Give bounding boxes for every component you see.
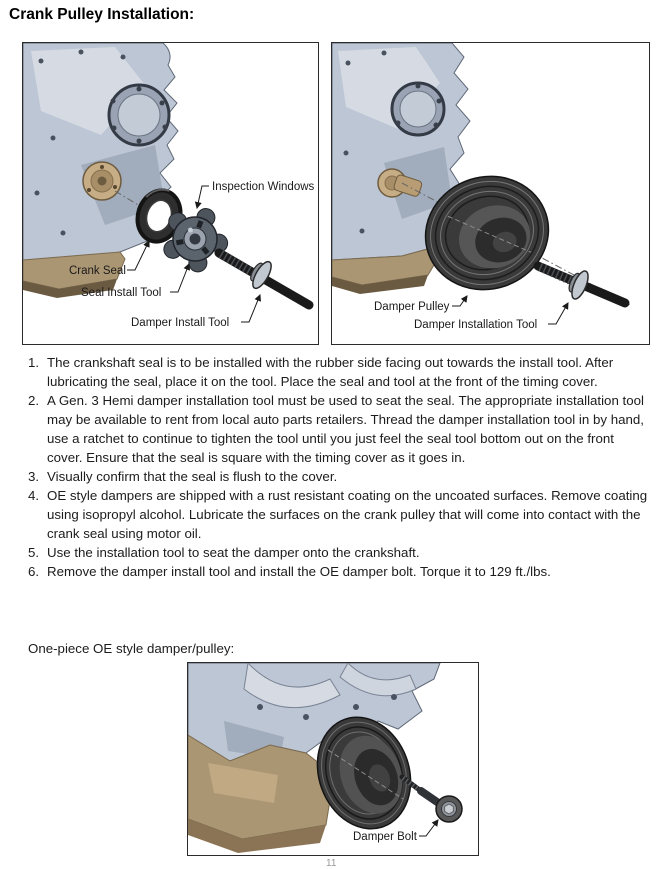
step-text: OE style dampers are shipped with a rust resistant coating on the uncoated surfaces. Remove coating using isopropyl alcohol. Lubricate the surfaces on the crank pulley that will come into contact with the crank seal using motor oil. — [47, 488, 648, 541]
step-number: 3. — [28, 469, 40, 484]
label-inspection-windows: Inspection Windows — [212, 181, 315, 193]
installation-steps-list — [28, 353, 650, 581]
step-item — [28, 353, 650, 391]
step-text: A Gen. 3 Hemi damper installation tool must be used to seat the seal. The appropriate installation tool may be available to rent from local auto parts retailers. Thread the damper installation tool in by hand, use a ratchet to continue to tighten the tool until you just feel the seal tool bottom out on the front cover. Ensure that the seal is square with the timing cover as it goes in. — [47, 393, 644, 465]
one-piece-damper-subheading: One-piece OE style damper/pulley: — [28, 641, 235, 656]
crank-snout — [83, 162, 121, 200]
step-text: Use the installation tool to seat the damper onto the crankshaft. — [47, 545, 420, 560]
damper-install-tool-rod — [219, 253, 309, 305]
oil-pan — [188, 735, 334, 853]
step-item — [28, 486, 650, 543]
step-number: 2. — [28, 393, 40, 408]
label-seal-install-tool: Seal Install Tool — [81, 287, 162, 299]
step-item — [28, 391, 650, 467]
label-damper-installation-tool: Damper Installation Tool — [414, 319, 538, 331]
step-item — [28, 543, 650, 562]
step-text: Visually confirm that the seal is flush to the cover. — [47, 469, 338, 484]
page-number-cropped: 11 — [326, 858, 337, 869]
damper-installation-tool-rod — [538, 266, 625, 303]
figure-one-piece-damper — [187, 662, 479, 856]
damper-bolt-part — [402, 777, 462, 822]
engine-block-illustration — [23, 43, 178, 298]
step-item — [28, 467, 650, 486]
step-item — [28, 562, 650, 581]
step-text: Remove the damper install tool and install the OE damper bolt. Torque it to 129 ft./lbs. — [47, 564, 551, 579]
label-damper-install-tool: Damper Install Tool — [131, 317, 230, 329]
seal-install-illustration — [23, 43, 318, 344]
label-damper-bolt: Damper Bolt — [353, 831, 417, 843]
step-text: The crankshaft seal is to be installed with the rubber side facing out towards the install tool. After lubricating the seal, place it on the tool. Place the seal and tool at the front of the timing cover. — [47, 355, 614, 389]
figure-seal-install — [22, 42, 319, 345]
step-number: 4. — [28, 488, 40, 503]
step-number: 5. — [28, 545, 40, 560]
label-crank-seal: Crank Seal — [69, 265, 126, 277]
damper-pulley-illustration — [332, 43, 649, 344]
figure-damper-pulley-install — [331, 42, 650, 345]
one-piece-damper-illustration — [188, 663, 478, 855]
page-title: Crank Pulley Installation: — [9, 6, 195, 23]
step-number: 1. — [28, 355, 40, 370]
step-number: 6. — [28, 564, 40, 579]
label-damper-pulley: Damper Pulley — [374, 301, 450, 313]
